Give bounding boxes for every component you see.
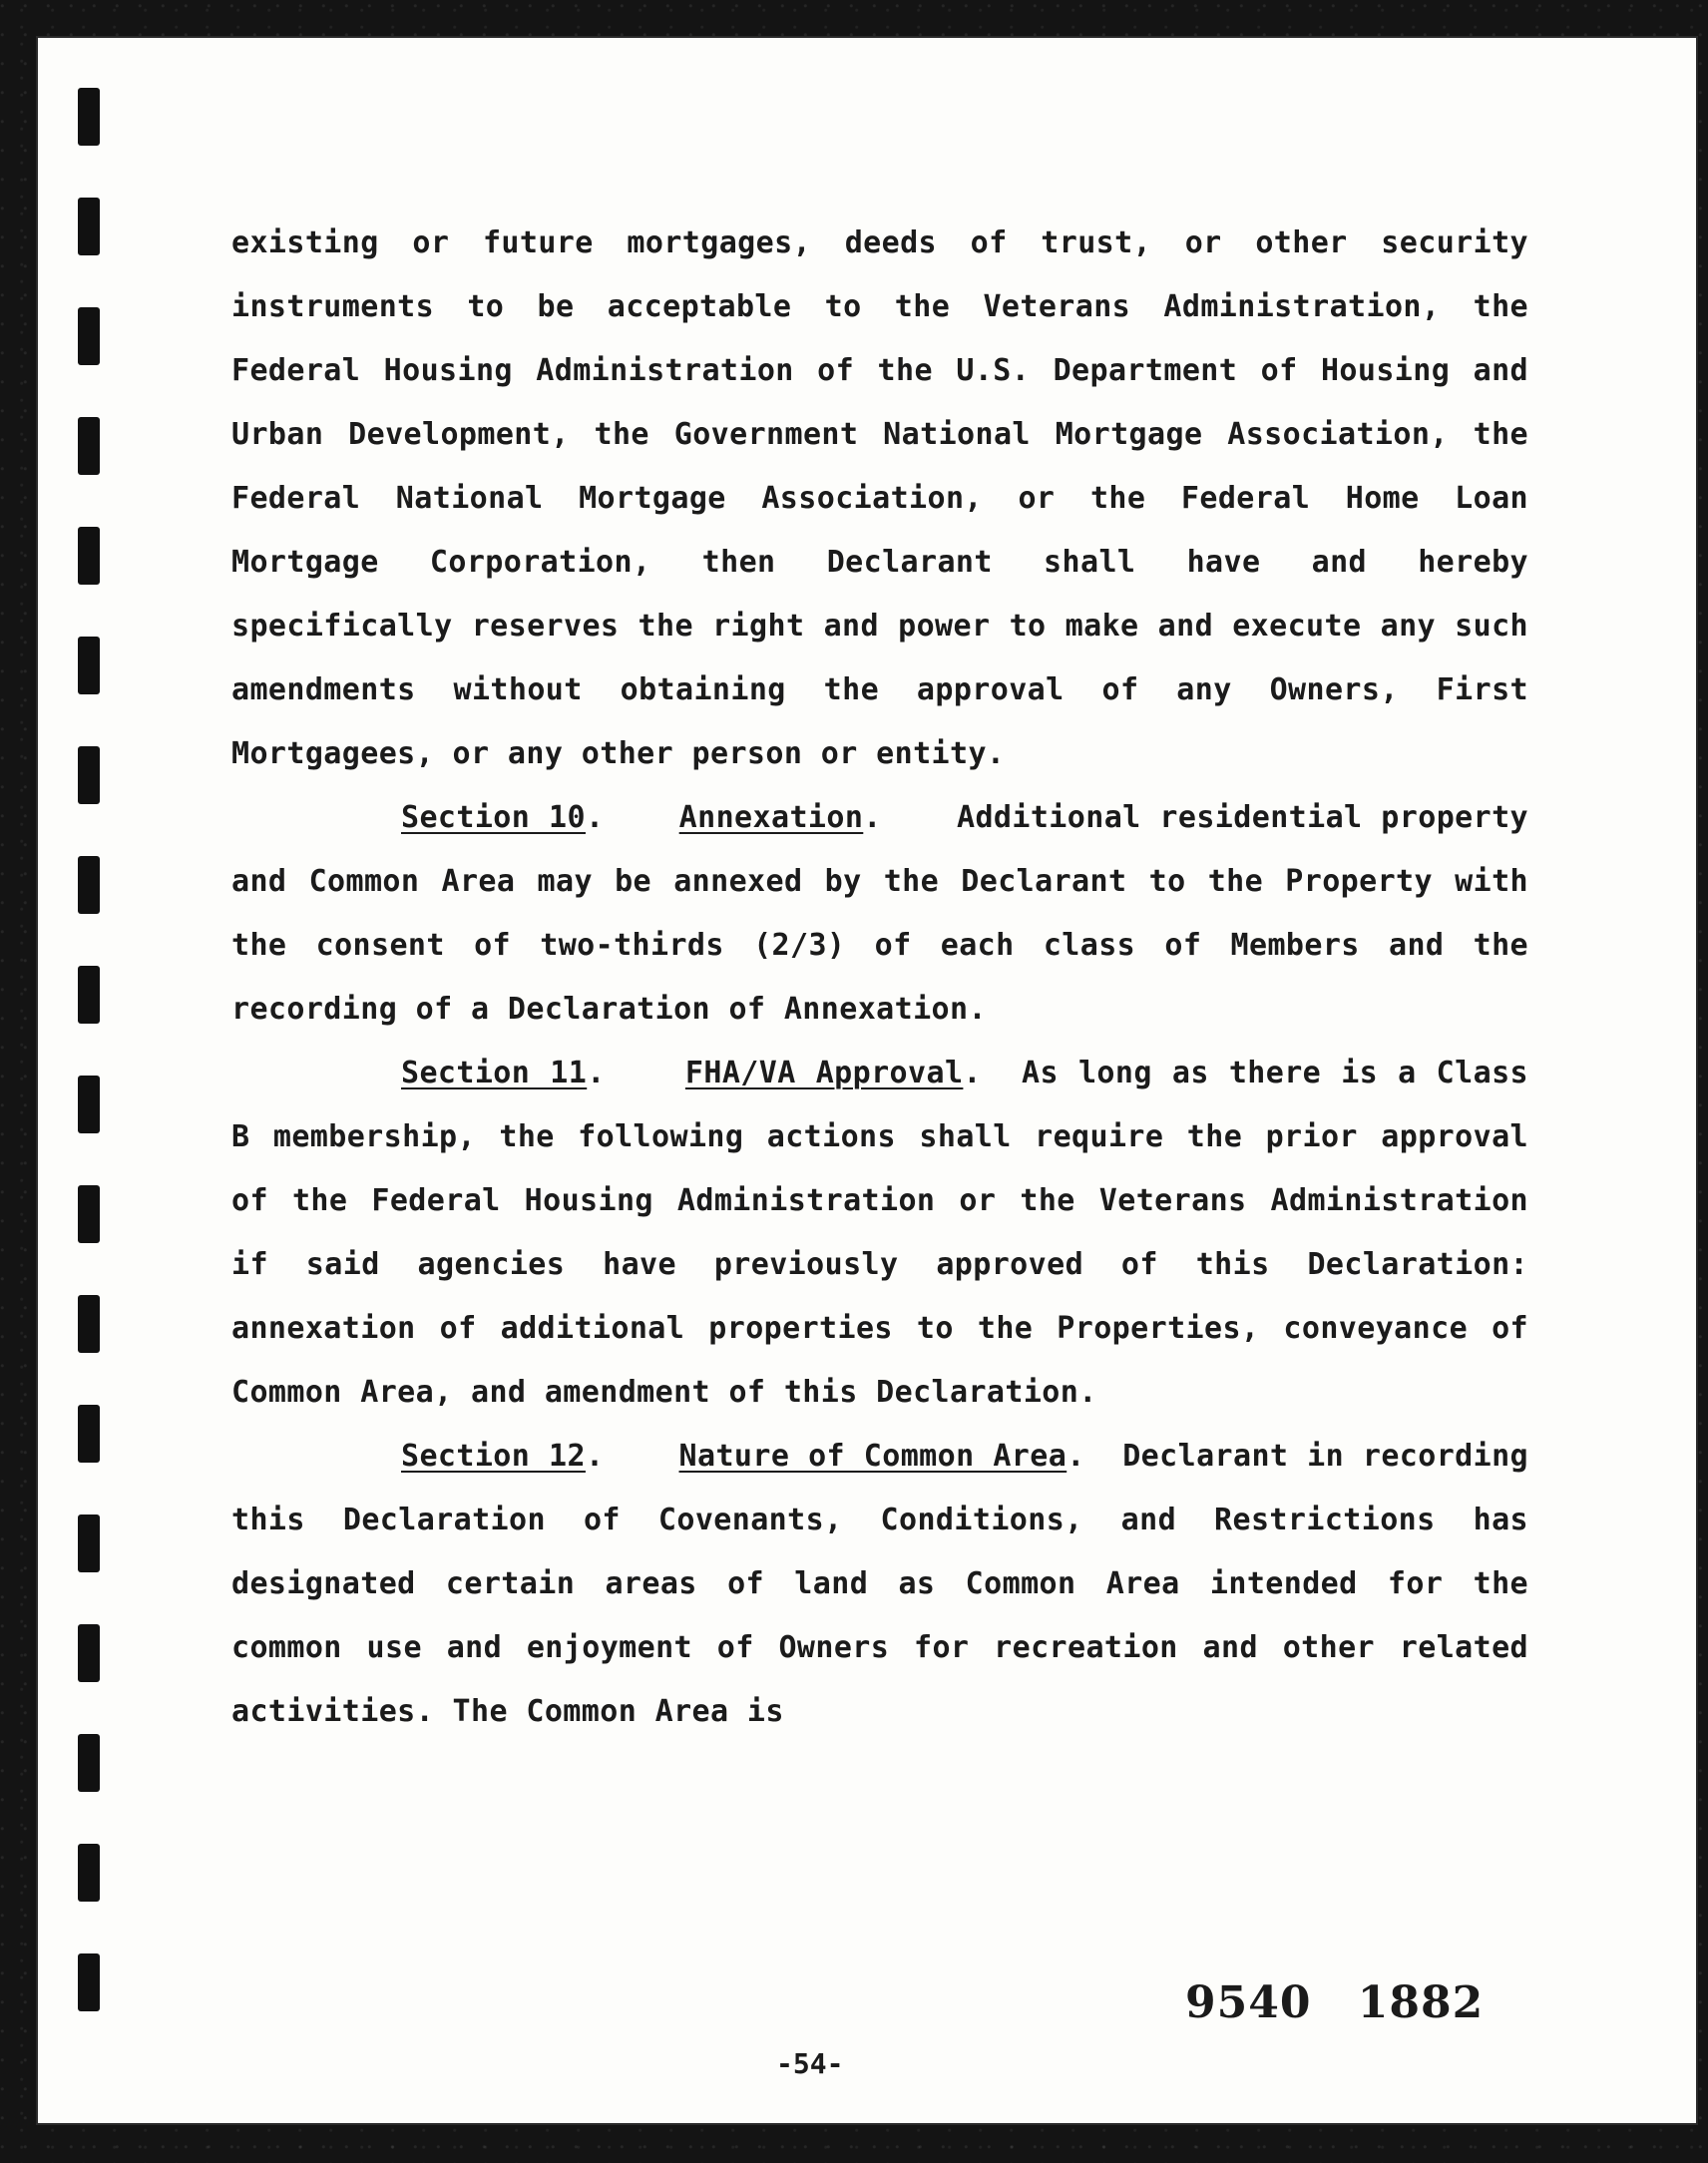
section-11-heading: FHA/VA Approval	[684, 1056, 964, 1090]
punch-hole	[78, 637, 100, 694]
punch-hole	[78, 1514, 100, 1572]
section-11-number: Section 11	[401, 1056, 588, 1090]
punch-hole	[78, 307, 100, 365]
section-10-text: Additional residential property and Common Area may be annexed by the Declarant to the Property with the consent of two-thirds (2/3) of each class of Members and the recording of a Declaration of Annexation.	[231, 800, 1529, 1027]
section-11-paragraph: Section 11. FHA/VA Approval. As long as there is a Class B membership, the following actions shall require the prior approval of the Federal Housing Administration or the Veterans Administration if said agencies have previously approved of this Declaration: annexation of additional properties to the Properties, conveyance of Common Area, and amendment of this Declaration.	[231, 1056, 1528, 1410]
section-12-text: Declarant in recording this Declaration of Covenants, Conditions, and Restrictions has designated certain areas of land as Common Area intended for the common use and enjoyment of Owners for recreation and other related activities. The Common Area is	[231, 1439, 1529, 1729]
punch-hole	[78, 1844, 100, 1902]
punch-hole	[78, 417, 100, 475]
punch-hole	[78, 1185, 100, 1243]
punch-hole	[78, 1405, 100, 1463]
section-12-heading: Nature of Common Area	[678, 1439, 1068, 1474]
punch-hole	[78, 966, 100, 1024]
document-body	[231, 212, 1528, 1744]
punch-hole	[78, 1734, 100, 1792]
intro-paragraph: existing or future mortgages, deeds of trust, or other security instruments to be acceptable to the Veterans Administration, the Federal Housing Administration of the U.S. Department of Housing and Urban Development, the Government National Mortgage Association, the Federal National Mortgage Association, or the Federal Home Loan Mortgage Corporation, then Declarant shall have and hereby specifically reserves the right and power to make and execute any such amendments without obtaining the approval of any Owners, First Mortgagees, or any other person or entity.	[231, 225, 1528, 771]
page-number: -54-	[776, 2047, 844, 2080]
punch-hole	[78, 88, 100, 146]
punch-hole	[78, 1624, 100, 1682]
punch-hole	[78, 1295, 100, 1353]
section-10-heading: Annexation	[678, 800, 864, 835]
section-12-paragraph: Section 12. Nature of Common Area. Declarant in recording this Declaration of Covenants, Conditions, and Restrictions has designated certain areas of land as Common Area intended for the common use and enjoyment of Owners for recreation and other related activities. The Common Area is	[231, 1439, 1529, 1729]
punch-hole	[78, 198, 100, 255]
section-12-number: Section 12	[401, 1439, 586, 1474]
section-10-number: Section 10	[401, 800, 586, 835]
punch-hole	[78, 1953, 100, 2011]
binder-punch-holes	[78, 68, 108, 2103]
section-11-text: As long as there is a Class B membership, the following actions shall require the prior approval of the Federal Housing Administration or the Veterans Administration if said agencies have previously approved of this Declaration: annexation of additional properties to the Properties, conveyance of Common Area, and amendment of this Declaration.	[231, 1056, 1528, 1410]
punch-hole	[78, 1076, 100, 1133]
recording-number: 9540 1882	[1185, 1977, 1485, 2028]
section-10-paragraph: Section 10. Annexation. Additional residential property and Common Area may be annexed by the Declarant to the Property with the consent of two-thirds (2/3) of each class of Members and the recording of a Declaration of Annexation.	[231, 800, 1529, 1027]
punch-hole	[78, 527, 100, 585]
punch-hole	[78, 746, 100, 804]
punch-hole	[78, 856, 100, 914]
